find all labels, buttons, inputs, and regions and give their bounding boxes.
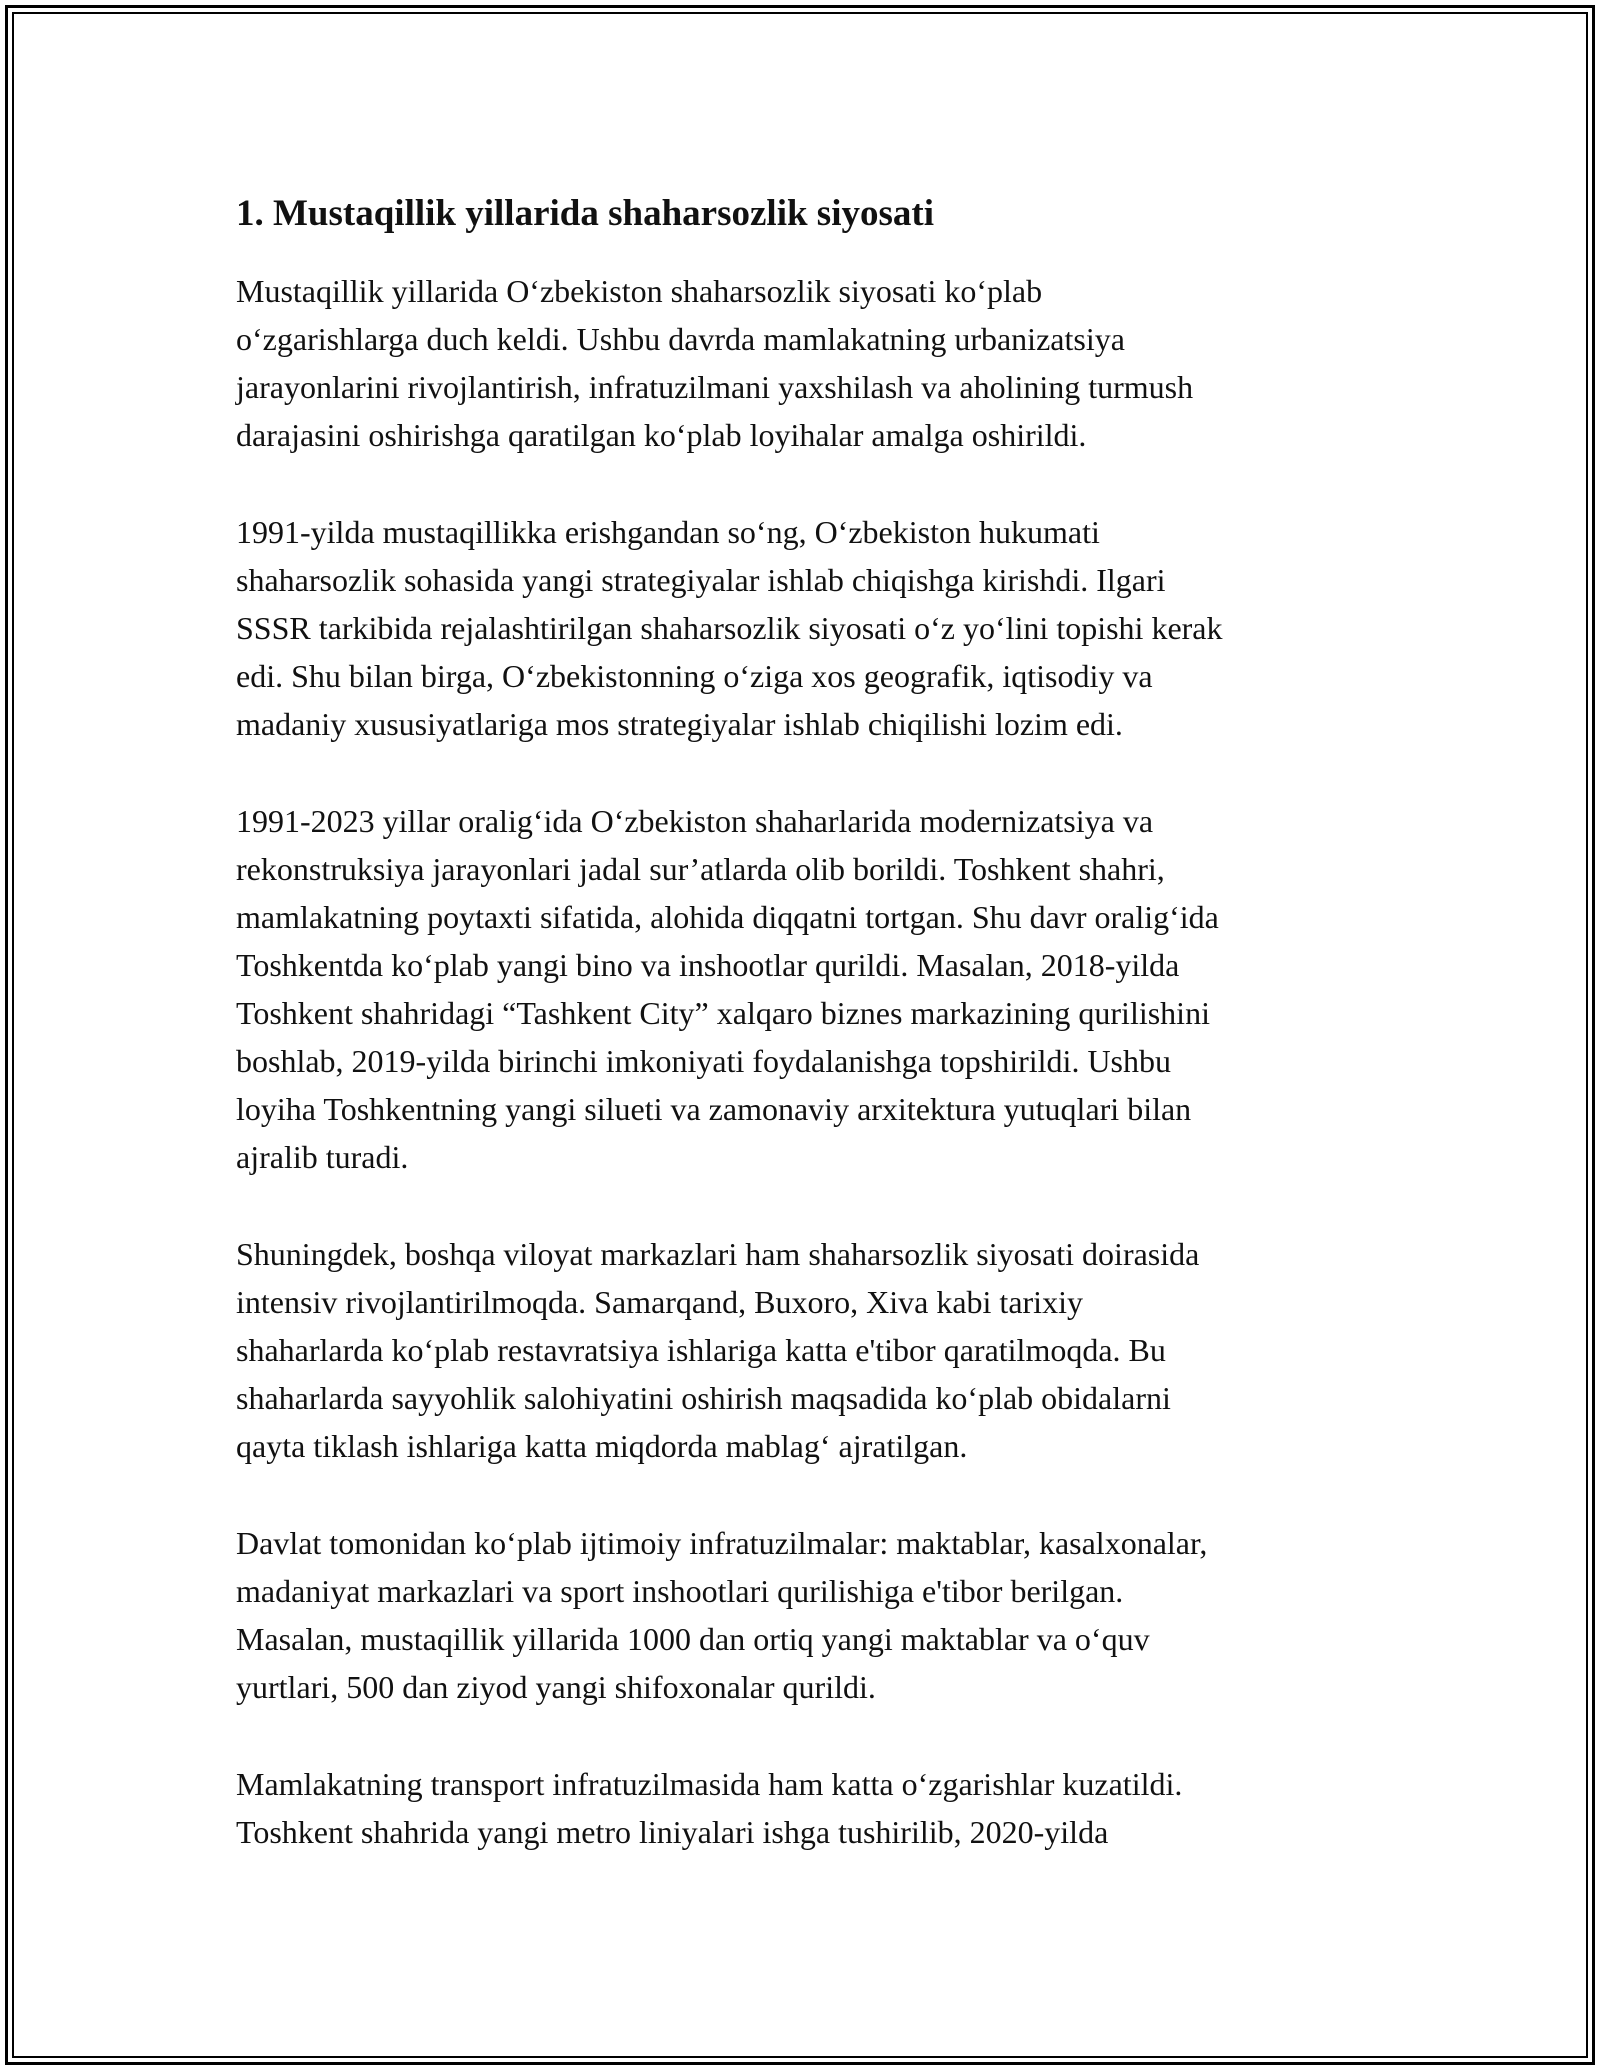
- paragraph-line: boshlab, 2019-yilda birinchi imkoniyati foydalanishga topshirildi. Ushbu: [236, 1043, 1171, 1079]
- paragraph-line: Masalan, mustaqillik yillarida 1000 dan ortiq yangi maktablar va o‘quv: [236, 1621, 1150, 1657]
- paragraph-line: jarayonlarini rivojlantirish, infratuzilmani yaxshilash va aholining turmush: [236, 369, 1194, 405]
- paragraph-3: [236, 797, 1386, 1181]
- paragraph-line: loyiha Toshkentning yangi silueti va zamonaviy arxitektura yutuqlari bilan: [236, 1091, 1192, 1127]
- paragraph-line: shaharsozlik sohasida yangi strategiyalar ishlab chiqishga kirishdi. Ilgari: [236, 562, 1166, 598]
- paragraph-5: [236, 1519, 1386, 1711]
- paragraph-2: [236, 508, 1386, 748]
- paragraph-line: rekonstruksiya jarayonlari jadal sur’atlarda olib borildi. Toshkent shahri,: [236, 851, 1165, 887]
- paragraph-line: intensiv rivojlantirilmoqda. Samarqand, Buxoro, Xiva kabi tarixiy: [236, 1284, 1083, 1320]
- paragraph-line: shaharlarda ko‘plab restavratsiya ishlariga katta e'tibor qaratilmoqda. Bu: [236, 1332, 1166, 1368]
- paragraph-line: madaniyat markazlari va sport inshootlari qurilishiga e'tibor berilgan.: [236, 1573, 1124, 1609]
- paragraph-line: Mustaqillik yillarida O‘zbekiston shaharsozlik siyosati ko‘plab: [236, 273, 1043, 309]
- paragraph-line: Toshkent shahridagi “Tashkent City” xalqaro biznes markazining qurilishini: [236, 995, 1210, 1031]
- paragraph-line: 1991-yilda mustaqillikka erishgandan so‘ng, O‘zbekiston hukumati: [236, 514, 1100, 550]
- paragraph-line: edi. Shu bilan birga, O‘zbekistonning o‘ziga xos geografik, iqtisodiy va: [236, 658, 1153, 694]
- paragraph-4: [236, 1230, 1386, 1470]
- paragraph-line: mamlakatning poytaxti sifatida, alohida diqqatni tortgan. Shu davr oralig‘ida: [236, 899, 1219, 935]
- document-body: [236, 188, 1386, 1905]
- paragraph-line: yurtlari, 500 dan ziyod yangi shifoxonalar qurildi.: [236, 1669, 876, 1705]
- paragraph-1: [236, 267, 1386, 459]
- paragraph-line: Toshkent shahrida yangi metro liniyalari ishga tushirilib, 2020-yilda: [236, 1814, 1109, 1850]
- paragraph-line: darajasini oshirishga qaratilgan ko‘plab loyihalar amalga oshirildi.: [236, 417, 1087, 453]
- paragraph-line: SSSR tarkibida rejalashtirilgan shaharsozlik siyosati o‘z yo‘lini topishi kerak: [236, 610, 1223, 646]
- paragraph-line: Toshkentda ko‘plab yangi bino va inshootlar qurildi. Masalan, 2018-yilda: [236, 947, 1180, 983]
- section-heading: 1. Mustaqillik yillarida shaharsozlik siyosati: [236, 193, 934, 234]
- paragraph-6: [236, 1760, 1386, 1856]
- paragraph-line: o‘zgarishlarga duch keldi. Ushbu davrda mamlakatning urbanizatsiya: [236, 321, 1125, 357]
- paragraph-line: qayta tiklash ishlariga katta miqdorda mablag‘ ajratilgan.: [236, 1428, 968, 1464]
- paragraph-line: ajralib turadi.: [236, 1139, 409, 1175]
- paragraph-line: madaniy xususiyatlariga mos strategiyalar ishlab chiqilishi lozim edi.: [236, 706, 1123, 742]
- paragraph-line: shaharlarda sayyohlik salohiyatini oshirish maqsadida ko‘plab obidalarni: [236, 1380, 1171, 1416]
- paragraph-line: Mamlakatning transport infratuzilmasida ham katta o‘zgarishlar kuzatildi.: [236, 1766, 1183, 1802]
- paragraph-line: 1991-2023 yillar oralig‘ida O‘zbekiston shaharlarida modernizatsiya va: [236, 803, 1154, 839]
- paragraph-line: Davlat tomonidan ko‘plab ijtimoiy infratuzilmalar: maktablar, kasalxonalar,: [236, 1525, 1208, 1561]
- paragraph-line: Shuningdek, boshqa viloyat markazlari ham shaharsozlik siyosati doirasida: [236, 1236, 1200, 1272]
